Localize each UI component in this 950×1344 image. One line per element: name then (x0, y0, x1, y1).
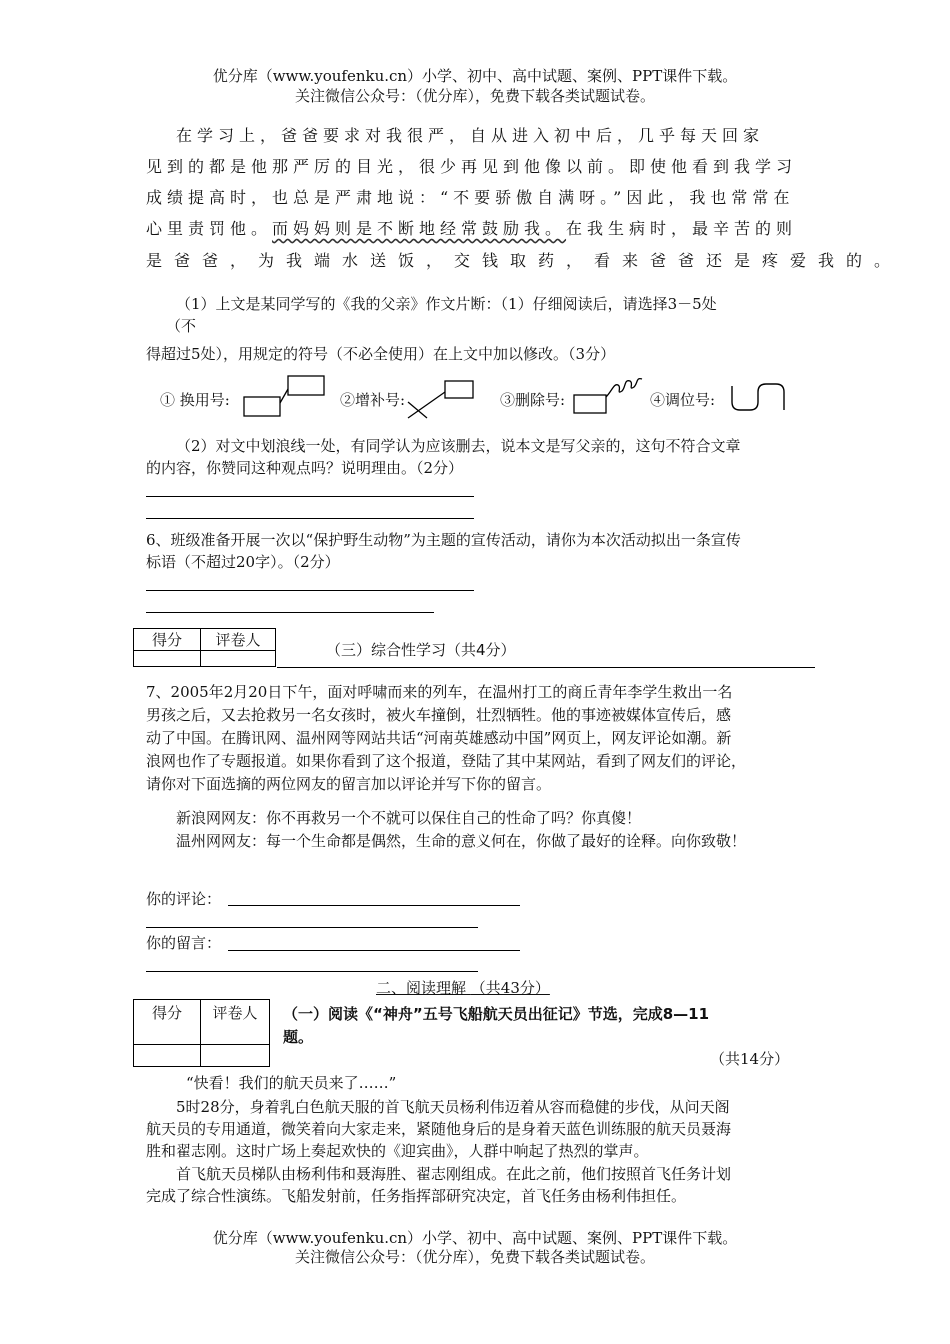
score-header-2: 得分 (134, 1000, 201, 1045)
reading-quote: “快看！我们的航天员来了……” (186, 1074, 397, 1092)
passage-line-3: 成绩提高时，也总是严肃地说：“不要骄傲自满呀。”因此，我也常常在 (146, 188, 795, 207)
score-cell[interactable] (134, 651, 201, 667)
passage-line-4 (146, 213, 806, 244)
q6-line2: 标语（不超过20字）。（2分） (146, 553, 340, 571)
q7-line2: 男孩之后，又去抢救另一名女孩时，被火车撞倒，壮烈牺牲。他的事迹被媒体宣传后，感 (146, 706, 732, 724)
your-comment-label: 你的评论： (146, 890, 222, 908)
passage-line-4-b: 在我生病时，最辛苦的则 (566, 219, 798, 238)
q5-part1-line2: 得超过5处），用规定的符号（不必全使用）在上文中加以修改。（3分） (146, 345, 616, 363)
passage-line-2: 见到的都是他那严厉的目光，很少再见到他像以前。即使他看到我学习 (146, 157, 798, 176)
grader-header-2: 评卷人 (201, 1000, 270, 1045)
your-message-line-1[interactable] (228, 950, 520, 951)
q7-line5: 请你对下面选摘的两位网友的留言加以评论并写下你的留言。 (146, 775, 552, 793)
part2-title: 二、阅读理解 (376, 979, 467, 997)
netizen-comment-sina: 新浪网网友：你不再救另一个不就可以保住自己的性命了吗？你真傻！ (176, 809, 642, 827)
part2-points: （共43分） (470, 979, 550, 997)
score-table-part2 (133, 999, 270, 1067)
reading-subtitle-line2: 题。 (283, 1028, 314, 1046)
passage-wavy-sentence: 而妈妈则是不断地经常鼓励我。 (272, 219, 567, 238)
q6-line1: 6、班级准备开展一次以“保护野生动物”为主题的宣传活动，请你为本次活动拟出一条宣传 (146, 531, 741, 549)
reading-para1-line2: 航天员的专用通道，微笑着向大家走来，紧随他身后的是身着天蓝色训练服的航天员聂海 (146, 1120, 732, 1138)
insert-mark-icon (405, 378, 480, 422)
q6-answer-line-2[interactable] (146, 612, 434, 613)
your-message-line-2[interactable] (146, 971, 478, 972)
reading-para2-line2: 完成了综合性演练。飞船发射前，任务指挥部研究决定，首飞任务由杨利伟担任。 (146, 1187, 687, 1205)
header-line-1: 优分库（www.youfenku.cn）小学、初中、高中试题、案例、PPT课件下载。 (212, 67, 738, 85)
passage-line-5: 是爸爸，为我端水送饭，交钱取药，看来爸爸还是疼爱我的。 (146, 251, 903, 270)
q5-part2-line1: （2）对文中划浪线一处，有同学认为应该删去，说本文是写父亲的，这句不符合文章 (176, 437, 741, 455)
footer-line-2: 关注微信公众号：（优分库），免费下载各类试题试卷。 (294, 1248, 655, 1266)
reading-subtitle-line1: （一）阅读《“神舟”五号飞船航天员出征记》节选，完成8—11 (283, 1005, 710, 1023)
q5-part1-line1b: （不 (166, 317, 197, 335)
section3-title: （三）综合性学习（共4分） (326, 641, 516, 659)
transpose-mark-icon (728, 380, 792, 414)
q5-part2-line2: 的内容，你赞同这种观点吗？说明理由。（2分） (146, 459, 464, 477)
q7-line3: 动了中国。在腾讯网、温州网等网站共话“河南英雄感动中国”网页上，网友评论如潮。新 (146, 729, 732, 747)
symbol-2-label: ②增补号: (340, 391, 406, 409)
your-comment-line-1[interactable] (228, 905, 520, 906)
q7-line1: 7、2005年2月20日下午，面对呼啸而来的列车，在温州打工的商丘青年李学生救出一名 (146, 683, 733, 701)
symbol-4-label: ④调位号: (650, 391, 716, 409)
q5-answer-line-2[interactable] (146, 518, 474, 519)
reading-para2-line1: 首飞航天员梯队由杨利伟和聂海胜、翟志刚组成。在此之前，他们按照首飞任务计划 (176, 1165, 732, 1183)
grader-header: 评卷人 (201, 629, 276, 651)
q5-part1-line1: （1）上文是某同学写的《我的父亲》作文片断：（1）仔细阅读后，请选择3－5处 (176, 295, 717, 313)
section3-rule (277, 667, 815, 668)
netizen-comment-wenzhou: 温州网网友：每一个生命都是偶然，生命的意义何在，你做了最好的诠释。向你致敬！ (176, 832, 747, 850)
grader-cell[interactable] (201, 651, 276, 667)
part2-heading (376, 978, 550, 998)
symbol-3-label: ③删除号: (500, 391, 566, 409)
delete-mark-icon (570, 373, 650, 417)
header-line-2: 关注微信公众号：（优分库），免费下载各类试题试卷。 (294, 87, 655, 105)
reading-para1-line3: 胜和翟志刚。这时广场上奏起欢快的《迎宾曲》，人群中响起了热烈的掌声。 (146, 1142, 649, 1160)
grader-cell-2[interactable] (201, 1045, 270, 1067)
symbol-1-label: ① 换用号: (160, 391, 230, 409)
your-comment-line-2[interactable] (146, 927, 478, 928)
your-message-label: 你的留言： (146, 934, 222, 952)
reading-para1-line1: 5时28分，身着乳白色航天服的首飞航天员杨利伟迈着从容而稳健的步伐，从问天阁 (176, 1098, 730, 1116)
q7-line4: 浪网也作了专题报道。如果你看到了这个报道，登陆了其中某网站，看到了网友们的评论， (146, 752, 747, 770)
passage-line-1: 在学习上，爸爸要求对我很严，自从进入初中后，几乎每天回家 (176, 126, 765, 145)
reading-sub-points: （共14分） (710, 1050, 790, 1068)
footer-line-1: 优分库（www.youfenku.cn）小学、初中、高中试题、案例、PPT课件下载。 (212, 1229, 738, 1247)
replace-mark-icon (240, 373, 330, 421)
score-cell-2[interactable] (134, 1045, 201, 1067)
score-table-section3 (133, 628, 276, 667)
q6-answer-line-1[interactable] (146, 590, 474, 591)
passage-line-4-a: 心里责罚他。 (146, 219, 273, 238)
q5-answer-line-1[interactable] (146, 496, 474, 497)
score-header: 得分 (134, 629, 201, 651)
